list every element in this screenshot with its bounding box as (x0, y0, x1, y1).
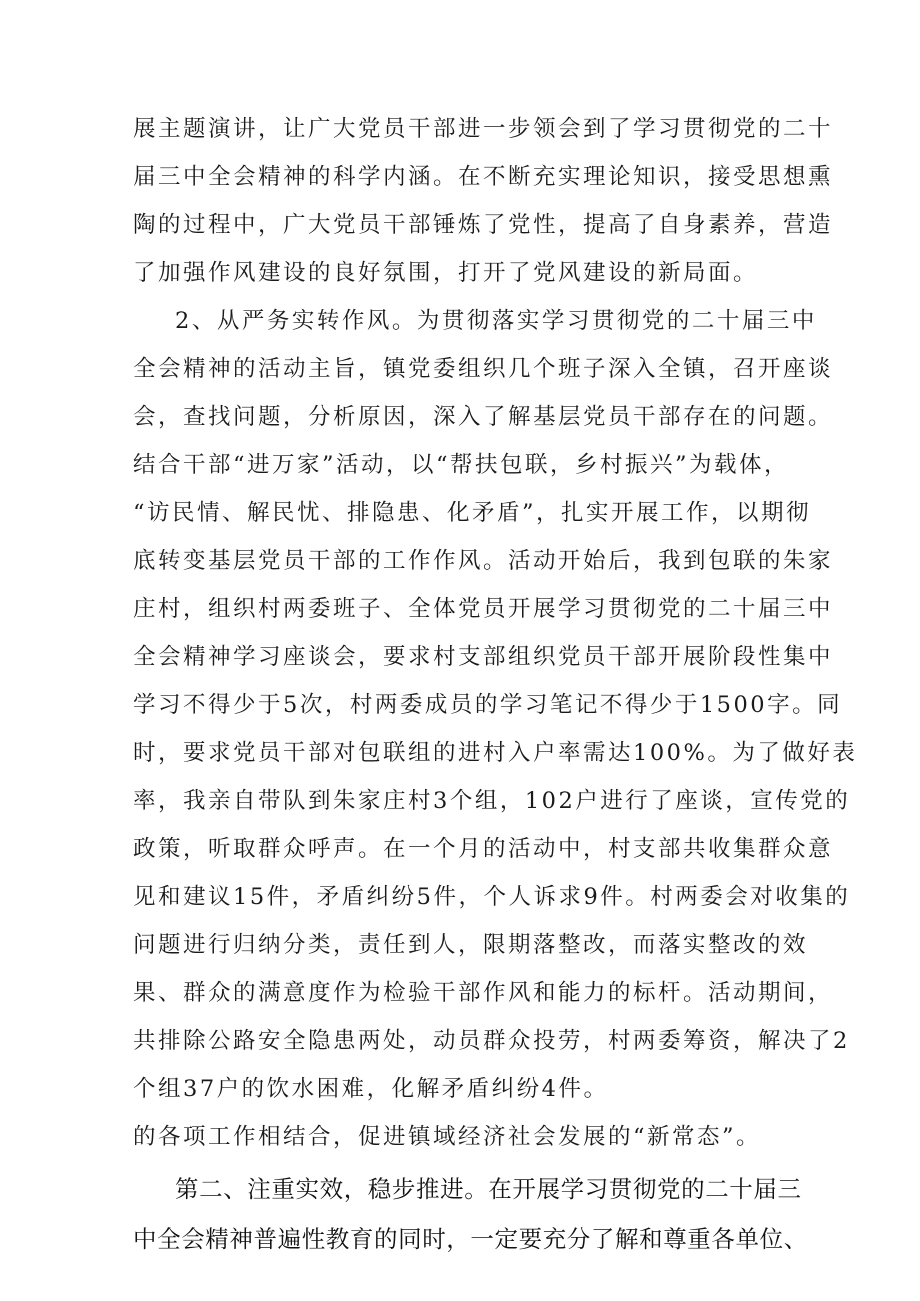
text-line: 的各项工作相结合，促进镇域经济社会发展的“新常态”。 (133, 1124, 762, 1150)
text-line: 陶的过程中，广大党员干部锤炼了党性，提高了自身素养，营造 (133, 212, 834, 238)
text-line: 全会精神学习座谈会，要求村支部组织党员干部开展阶段性集中 (133, 644, 834, 670)
text-line: 中全会精神普遍性教育的同时，一定要充分了解和尊重各单位、 (133, 1225, 808, 1253)
text-line: 届三中全会精神的科学内涵。在不断充实理论知识，接受思想熏 (133, 164, 834, 190)
text-line: 见和建议15件，矛盾纠纷5件，个人诉求9件。村两委会对收集的 (133, 884, 851, 910)
text-line: 全会精神的活动主旨，镇党委组织几个班子深入全镇，召开座谈 (133, 356, 834, 382)
text-line: 学习不得少于5次，村两委成员的学习笔记不得少于1500字。同 (133, 692, 843, 718)
text-line: 果、群众的满意度作为检验干部作风和能力的标杆。活动期间， (133, 980, 834, 1006)
text-line: 共排除公路安全隐患两处，动员群众投劳，村两委筹资，解决了2 (133, 1028, 850, 1054)
text-line: 结合干部“进万家”活动，以“帮扶包联，乡村振兴”为载体， (133, 452, 790, 478)
paragraph-start-line: 2、从严务实转作风。为贯彻落实学习贯彻党的二十届三中 (175, 308, 817, 334)
section-heading-line: 第二、注重实效，稳步推进。在开展学习贯彻党的二十届三 (175, 1175, 802, 1203)
text-line: 政策，听取群众呼声。在一个月的活动中，村支部共收集群众意 (133, 836, 834, 862)
text-line: 底转变基层党员干部的工作作风。活动开始后，我到包联的朱家 (133, 548, 834, 574)
text-line: 时，要求党员干部对包联组的进村入户率需达100%。为了做好表 (133, 740, 858, 766)
text-line: 了加强作风建设的良好氛围，打开了党风建设的新局面。 (133, 260, 759, 286)
text-line: 率，我亲自带队到朱家庄村3个组，102户进行了座谈，宣传党的 (133, 788, 851, 814)
text-line: 庄村，组织村两委班子、全体党员开展学习贯彻党的二十届三中 (133, 596, 834, 622)
text-line: 个组37户的饮水困难，化解矛盾纠纷4件。 (133, 1076, 609, 1102)
text-line: 问题进行归纳分类，责任到人，限期落整改，而落实整改的效 (133, 932, 809, 958)
text-line: “访民情、解民忧、排隐患、化矛盾”，扎实开展工作，以期彻 (133, 500, 812, 526)
text-line: 展主题演讲，让广大党员干部进一步领会到了学习贯彻党的二十 (133, 116, 834, 142)
text-line: 会，查找问题，分析原因，深入了解基层党员干部存在的问题。 (133, 404, 834, 430)
